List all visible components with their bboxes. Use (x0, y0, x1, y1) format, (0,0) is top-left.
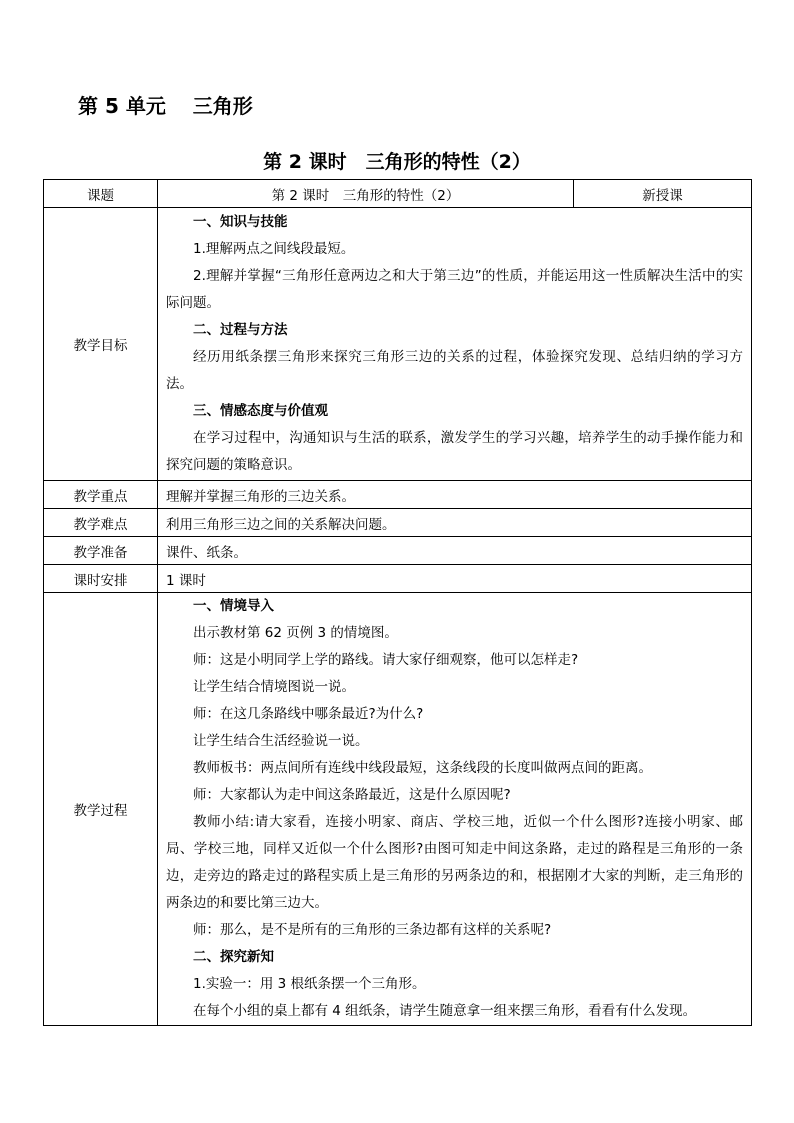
topic-value: 第 2 课时 三角形的特性（2） (158, 180, 574, 208)
difficulty-value: 利用三角形三边之间的关系解决问题。 (158, 509, 752, 537)
table-row-goals (44, 208, 752, 481)
process-paragraph: 让学生结合生活经验说一说。 (193, 733, 369, 749)
goals-heading-process: 二、过程与方法 (193, 322, 288, 338)
lesson-title: 第 2 课时 三角形的特性（2） (263, 151, 531, 173)
table-row-process (44, 593, 752, 1026)
goals-heading-knowledge: 一、知识与技能 (193, 214, 288, 230)
process-heading-intro: 一、情境导入 (193, 598, 274, 614)
table-row-difficulty (44, 509, 752, 537)
preparation-value: 课件、纸条。 (158, 537, 752, 565)
process-paragraph: 出示教材第 62 页例 3 的情境图。 (193, 625, 398, 641)
table-row-schedule (44, 565, 752, 593)
goals-label: 教学目标 (44, 208, 158, 481)
key-point-value: 理解并掌握三角形的三边关系。 (158, 481, 752, 509)
difficulty-label: 教学难点 (44, 509, 158, 537)
process-label: 教学过程 (44, 593, 158, 1026)
schedule-value: 1 课时 (158, 565, 752, 593)
process-paragraph: 1.实验一：用 3 根纸条摆一个三角形。 (193, 976, 426, 992)
goals-paragraph: 2.理解并掌握“三角形任意两边之和大于第三边”的性质，并能运用这一性质解决生活中的实际问题。 (166, 268, 743, 311)
table-row-preparation (44, 537, 752, 565)
table-row-topic (44, 180, 752, 208)
process-paragraph: 让学生结合情境图说一说。 (193, 679, 355, 695)
process-paragraph: 师：这是小明同学上学的路线。请大家仔细观察，他可以怎样走? (193, 652, 579, 668)
goals-paragraph: 在学习过程中，沟通知识与生活的联系，激发学生的学习兴趣，培养学生的动手操作能力和探究问题的策略意识。 (166, 430, 743, 473)
schedule-label: 课时安排 (44, 565, 158, 593)
preparation-label: 教学准备 (44, 537, 158, 565)
process-paragraph: 师：在这几条路线中哪条最近?为什么? (193, 706, 424, 722)
process-paragraph: 在每个小组的桌上都有 4 组纸条，请学生随意拿一组来摆三角形，看看有什么发现。 (193, 1003, 697, 1019)
lesson-plan-table (43, 179, 752, 1026)
key-point-label: 教学重点 (44, 481, 158, 509)
table-row-key-point (44, 481, 752, 509)
lesson-type: 新授课 (574, 180, 752, 208)
process-content (158, 593, 752, 1026)
process-heading-explore: 二、探究新知 (193, 949, 274, 965)
process-paragraph: 教师板书：两点间所有连线中线段最短，这条线段的长度叫做两点间的距离。 (193, 760, 652, 776)
goals-paragraph: 经历用纸条摆三角形来探究三角形三边的关系的过程，体验探究发现、总结归纳的学习方法。 (166, 349, 743, 392)
unit-title: 第 5 单元 三角形 (78, 94, 253, 118)
goals-content (158, 208, 752, 481)
process-paragraph: 师：大家都认为走中间这条路最近，这是什么原因呢? (193, 787, 511, 803)
topic-label: 课题 (44, 180, 158, 208)
process-paragraph: 师：那么，是不是所有的三角形的三条边都有这样的关系呢? (193, 922, 552, 938)
goals-paragraph: 1.理解两点之间线段最短。 (193, 241, 355, 257)
process-paragraph: 教师小结:请大家看，连接小明家、商店、学校三地，近似一个什么图形?连接小明家、邮局、学校三地，同样又近似一个什么图形?由图可知走中间这条路，走过的路程是三角形的一条边，走旁边的路走过的路程实质上是三角形的另两条边的和，根据刚才大家的判断，走三角形的两条边的和要比第三边大。 (166, 814, 743, 911)
goals-heading-attitude: 三、情感态度与价值观 (193, 403, 328, 419)
